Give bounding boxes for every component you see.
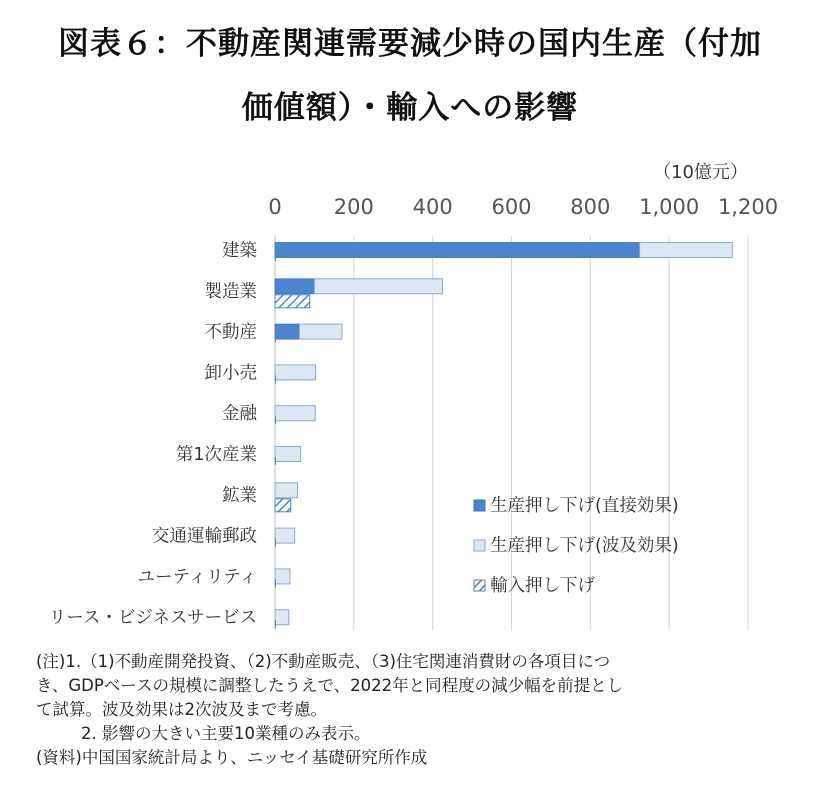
chart-title-line2: 価値額）・輸入への影響 [241, 90, 579, 126]
category-label: ユーティリティ [137, 567, 257, 588]
category-label: リース・ビジネスサービス [48, 608, 257, 629]
x-tick-label: 1,200 [717, 195, 779, 219]
x-tick-label: 800 [570, 195, 611, 219]
bar-ripple-effect [275, 365, 316, 380]
bar-direct-effect [275, 243, 640, 258]
bar-ripple-effect [275, 447, 301, 462]
bar-direct-effect [275, 279, 314, 294]
x-tick-label: 400 [412, 195, 453, 219]
bar-direct-effect [275, 324, 299, 339]
category-label: 建築 [222, 241, 257, 261]
legend-swatch [474, 580, 485, 591]
bar-import [275, 499, 291, 512]
note-line-3: て試算。波及効果は2次波及まで考慮。 [36, 700, 327, 719]
note-line-1: (注)1.（1)不動産開発投資、（2)不動産販売、（3)住宅関連消費財の各項目につ [36, 652, 611, 671]
category-label: 金融 [222, 404, 257, 425]
x-tick-label: 0 [268, 195, 282, 219]
note-line-2: き、GDPベースの規模に調整したうえで、2022年と同程度の減少幅を前提とし [36, 676, 624, 695]
category-label: 卸小売 [204, 363, 257, 384]
bar-ripple-effect [275, 569, 290, 584]
bar-ripple-effect [275, 610, 289, 625]
bar-ripple-effect [275, 406, 315, 421]
category-label: 第1次産業 [175, 445, 257, 465]
legend-label: 生産押し下げ(波及効果) [490, 536, 679, 556]
legend-label: 生産押し下げ(直接効果) [490, 496, 679, 516]
legend-swatch [474, 540, 485, 551]
category-label: 交通運輸郵政 [152, 526, 257, 547]
legend-swatch [474, 500, 485, 511]
bar-ripple-effect [275, 528, 295, 543]
bar-ripple-effect [275, 483, 297, 498]
bar-import [275, 295, 310, 308]
category-label: 製造業 [204, 281, 257, 302]
bar-ripple-effect [640, 243, 733, 258]
category-label: 不動産 [204, 322, 257, 343]
note-source: (資料)中国国家統計局より、ニッセイ基礎研究所作成 [36, 748, 428, 767]
category-label: 鉱業 [222, 485, 257, 506]
axis-unit-label: （10億元） [653, 162, 748, 183]
x-tick-label: 200 [333, 195, 374, 219]
x-tick-label: 600 [491, 195, 532, 219]
bar-ripple-effect [314, 279, 442, 294]
legend-label: 輸入押し下げ [490, 576, 595, 596]
chart-title-line1: 図表６：不動産関連需要減少時の国内生産（付加 [58, 26, 762, 62]
x-tick-label: 1,000 [639, 195, 700, 219]
chart-notes [36, 650, 796, 770]
note-line-4: 2. 影響の大きい主要10業種のみ表示。 [81, 724, 371, 743]
bar-ripple-effect [299, 324, 342, 339]
